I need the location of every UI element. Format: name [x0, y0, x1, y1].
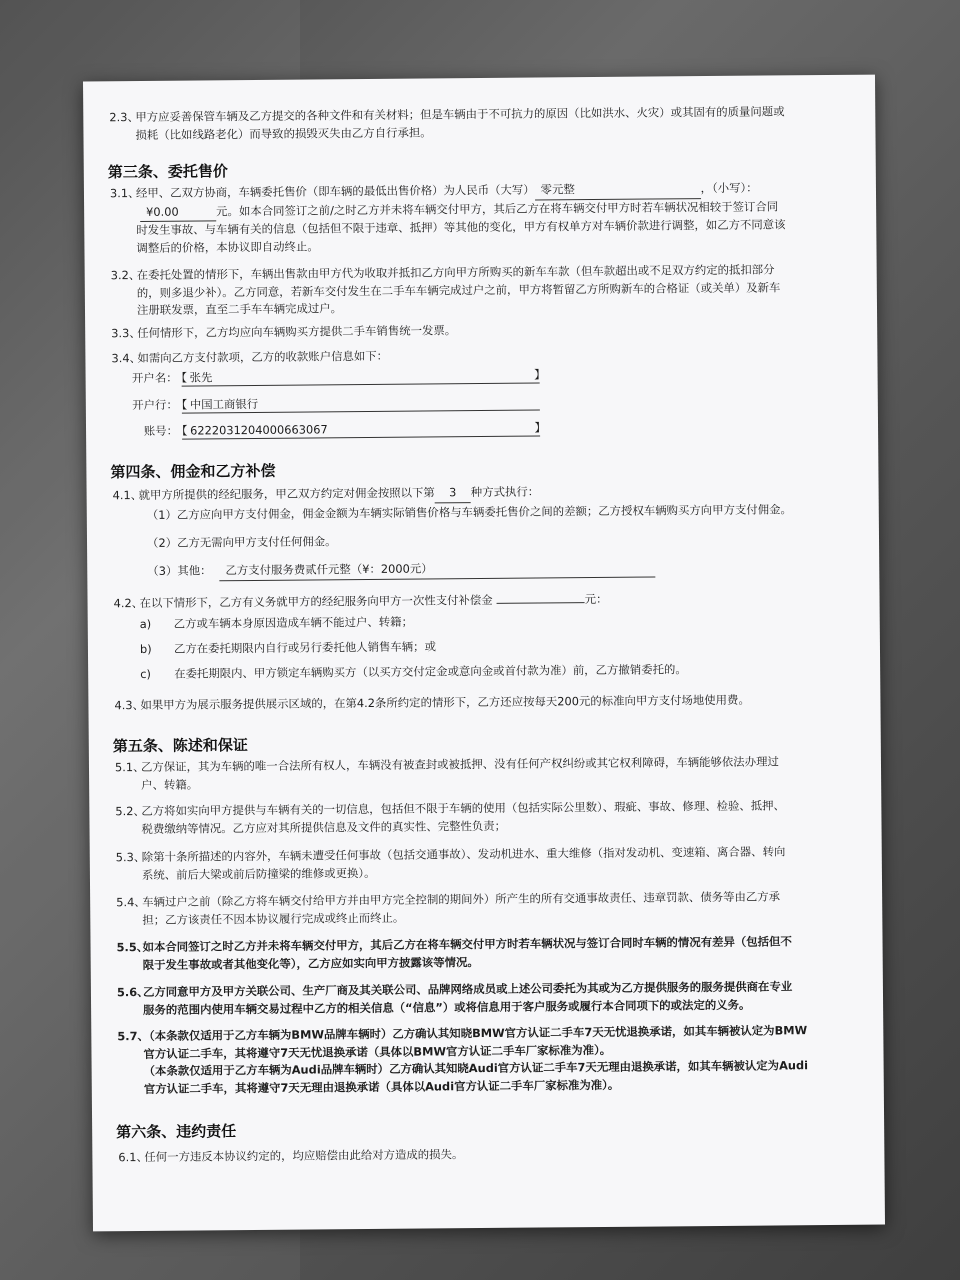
clause-5-3 — [90, 843, 882, 882]
case-label: c) — [140, 666, 151, 682]
price-lower-label: ，（小写）： — [700, 180, 758, 196]
option-number: （2） — [146, 535, 178, 550]
account-no-field: 【 6222031204000663067 】 — [175, 420, 547, 438]
case-text: 乙方或车辆本身原因造成车辆不能过户、转籍； — [173, 614, 414, 631]
clause-number: 5.1、 — [114, 759, 145, 775]
clause-number: 6.1、 — [118, 1149, 148, 1165]
section-4-title: 第四条、佣金和乙方补偿 — [110, 461, 276, 482]
commission-option-3 — [147, 557, 857, 582]
case-label: a) — [139, 616, 152, 632]
clause-4-3 — [88, 691, 880, 713]
account-name-field: 【 张先 】 — [175, 367, 546, 385]
clause-4-1 — [87, 481, 879, 578]
clause-line: 损耗（比如线路老化）而导致的损毁灭失由乙方自行承担。 — [135, 124, 432, 142]
clause-number: 3.1、 — [109, 185, 140, 201]
option-number: （1） — [146, 507, 177, 522]
case-label: b) — [139, 641, 152, 657]
price-upper-field: 零元整 — [535, 180, 701, 200]
bank-account-info — [86, 364, 879, 441]
price-lower-field: ¥0.00 — [140, 203, 216, 222]
clause-line: 户、转籍。 — [141, 777, 199, 792]
contract-page — [83, 75, 885, 1232]
clause-2-3 — [83, 103, 875, 142]
clause-line: 甲方应妥善保管车辆及乙方提交的各种文件和有关材料；但是车辆由于不可抗力的原因（比如洪水、火灾）或其固有的质量问题或 — [135, 104, 785, 125]
account-name-value: 张先 — [189, 370, 213, 385]
section-3-title: 第三条、委托售价 — [107, 162, 228, 182]
clause-text — [139, 589, 853, 613]
clause-number: 4.3、 — [114, 697, 145, 713]
clause-line: 官方认证二手车，其将遵守7天无忧退换承诺（具体以BMW官方认证二手车厂家标准为准）。 — [143, 1042, 612, 1061]
clause-4-2 — [87, 589, 880, 686]
clause-text — [142, 933, 856, 974]
clause-number: 4.1、 — [112, 487, 143, 503]
price-intro: 经甲、乙双方协商，车辆委托售价（即车辆的最低出售价格）为人民币（大写） — [135, 182, 535, 201]
option-number: （3） — [147, 563, 178, 578]
clause-line: 时发生事故、与车辆有关的信息（包括但不限于违章、抵押）等其他的变化，甲方有权单方对车辆价款进行调整，如乙方不同意该 — [136, 217, 786, 238]
clause-text — [141, 797, 855, 838]
option-text: 乙方应向甲方支付佣金，佣金金额为车辆实际销售价格与车辆委托售价之间的差额；乙方授权车辆购买方向甲方支付佣金。 — [176, 502, 792, 522]
clause-number: 5.2、 — [115, 803, 145, 819]
section-5-title: 第五条、陈述和保证 — [112, 736, 248, 756]
clause-3-2 — [85, 261, 877, 318]
clause-5-4 — [90, 888, 882, 927]
clause-text — [142, 843, 856, 884]
clause-line: （本条款仅适用于乙方车辆为Audi品牌车辆时）乙方确认其知晓Audi官方认证二手车7天无理由退换承诺，如其车辆被认定为Audi — [143, 1058, 809, 1078]
clause-number: 5.3、 — [115, 849, 146, 865]
clause-text — [141, 753, 855, 794]
clause-number: 5.5、 — [116, 939, 149, 955]
bank-value: 中国工商银行 — [189, 396, 259, 412]
method-suffix: 种方式执行： — [470, 484, 540, 500]
clause-text: 如需向乙方支付款项，乙方的收款账户信息如下： — [137, 348, 389, 366]
case-text: 乙方在委托期限内自行或另行委托他人销售车辆；或 — [173, 639, 437, 656]
option-value: 乙方支付服务费贰仟元整（¥：2000元） — [219, 559, 655, 581]
clause-line: 调整后的价格，本协议即自动终止。 — [136, 238, 319, 255]
clause-line: （本条款仅适用于乙方车辆为BMW品牌车辆时）乙方确认其知晓BMW官方认证二手车7天无忧退换承诺，如其车辆被认定为BMW — [143, 1023, 808, 1043]
clause-line: 担；乙方该责任不因本协议履行完成或终止而终止。 — [142, 910, 405, 927]
account-no-label: 账号： — [143, 423, 179, 438]
clause-text: 任何一方违反本协议约定的，均应赔偿由此给对方造成的损失。 — [144, 1147, 464, 1164]
clause-line: 官方认证二手车，其将遵守7天无理由退换承诺（具体以Audi官方认证二手车厂家标准为准）。 — [143, 1077, 620, 1096]
clause-5-6 — [91, 978, 883, 1017]
clause-line: 如本合同签订之时乙方并未将车辆交付甲方，其后乙方在将车辆交付甲方时若车辆状况与签订合同时车辆的情况有差异（包括但不 — [142, 934, 792, 954]
clause-number: 3.2、 — [110, 267, 141, 283]
clause-text — [136, 179, 851, 257]
clause-line: 车辆过户之前（除乙方将车辆交付给甲方并由甲方完全控制的期间外）所产生的所有交通事故责任、违章罚款、债务等由乙方承 — [142, 889, 781, 909]
option-text: 乙方无需向甲方支付任何佣金。 — [176, 534, 337, 550]
clause-5-7 — [91, 1022, 883, 1096]
clause-number: 4.2、 — [113, 595, 144, 611]
clause-text: 任何情形下，乙方均应向车辆购买方提供二手车销售统一发票。 — [137, 323, 457, 341]
clause-line: 乙方同意甲方及甲方关联公司、生产厂商及其关联公司、品牌网络成员或上述公司委托为其或为乙方提供服务的服务提供商在专业 — [142, 979, 793, 999]
clause-line: 限于发生事故或者其他变化等），乙方应如实向甲方披露该等情况。 — [142, 954, 479, 972]
account-no-value: 6222031204000663067 — [189, 422, 328, 438]
compensation-unit: 元： — [584, 591, 608, 607]
section-6-title: 第六条、违约责任 — [116, 1122, 237, 1142]
clause-number: 2.3、 — [109, 109, 139, 125]
clause-text: 如果甲方为展示服务提供展示区域的，在第4.2条所约定的情形下，乙方还应按每天200元的标准向甲方支付场地使用费。 — [140, 692, 750, 712]
clause-line: 乙方将如实向甲方提供与车辆有关的一切信息，包括但不限于车辆的使用（包括实际公里数）、瑕疵、事故、修理、检验、抵押、 — [141, 798, 785, 818]
clause-number: 3.3、 — [111, 325, 141, 341]
clause-number: 3.4、 — [111, 350, 141, 366]
clause-text — [143, 978, 857, 1019]
clause-line: 系统、前后大梁或前后防撞梁的维修或更换）。 — [141, 865, 376, 882]
account-name-label: 开户名： — [131, 370, 178, 386]
price-adjust-text: 元。如本合同签订之前/之时乙方并未将车辆交付甲方，其后乙方在将车辆交付甲方时若车辆状况相较于签订合同 — [216, 198, 779, 218]
bank-label: 开户行： — [132, 397, 178, 413]
clause-text — [142, 888, 856, 929]
compensation-case-b — [88, 635, 880, 657]
compensation-intro: 在以下情形下，乙方有义务就甲方的经纪服务向甲方一次性支付补偿金 — [139, 592, 493, 611]
clause-6-1 — [92, 1143, 884, 1165]
clause-5-5 — [90, 933, 882, 972]
clause-line: 税费缴纳等情况。乙方应对其所提供信息及文件的真实性、完整性负责； — [141, 818, 507, 836]
clause-line: 的，则多退少补）。乙方同意，若新车交付发生在二手车车辆完成过户之前，甲方将暂留乙方所购新车的合格证（或关单）及新车 — [136, 279, 781, 300]
clause-line: 在委托处置的情形下，车辆出售款由甲方代为收取并抵扣乙方向甲方所购买的新车车款（但车款超出或不足双方约定的抵扣部分 — [136, 262, 775, 283]
clause-text — [143, 1022, 858, 1098]
clause-line: 服务的范围内使用车辆交易过程中乙方的相关信息（“信息”）或将信息用于客户服务或履行本合同项下的或法定的义务。 — [143, 997, 751, 1017]
clause-3-3 — [85, 319, 877, 341]
clause-line: 乙方保证，其为车辆的唯一合法所有权人，车辆没有被查封或被抵押、没有任何产权纠纷或其它权利障碍，车辆能够依法办理过 — [140, 754, 779, 774]
option-label: 其他： — [177, 563, 212, 578]
clause-line: 除第十条所描述的内容外，车辆未遭受任何事故（包括交通事故）、发动机进水、重大维修（指对发动机、变速箱、离合器、转向 — [141, 844, 786, 864]
clause-5-2 — [89, 797, 881, 836]
method-intro: 就甲方所提供的经纪服务，甲乙双方约定对佣金按照以下第 — [138, 485, 435, 503]
clause-number: 5.7、 — [117, 1028, 149, 1044]
bank-field: 【 中国工商银行 — [182, 394, 540, 414]
commission-option-2 — [147, 529, 857, 553]
clause-number: 5.6、 — [116, 984, 149, 1000]
clause-number: 5.4、 — [116, 894, 146, 910]
method-field: 3 — [435, 484, 471, 503]
compensation-field — [497, 602, 585, 604]
clause-line: 注册联发票，直至二手车车辆完成过户。 — [136, 301, 343, 318]
compensation-case-c — [88, 660, 880, 682]
clause-3-4 — [85, 344, 878, 441]
clause-text — [135, 103, 849, 144]
case-text: 在委托期限内、甲方锁定车辆购买方（以买方交付定金或意向金或首付款为准）前，乙方撤销委托的。 — [174, 662, 687, 681]
clause-text — [137, 261, 851, 320]
